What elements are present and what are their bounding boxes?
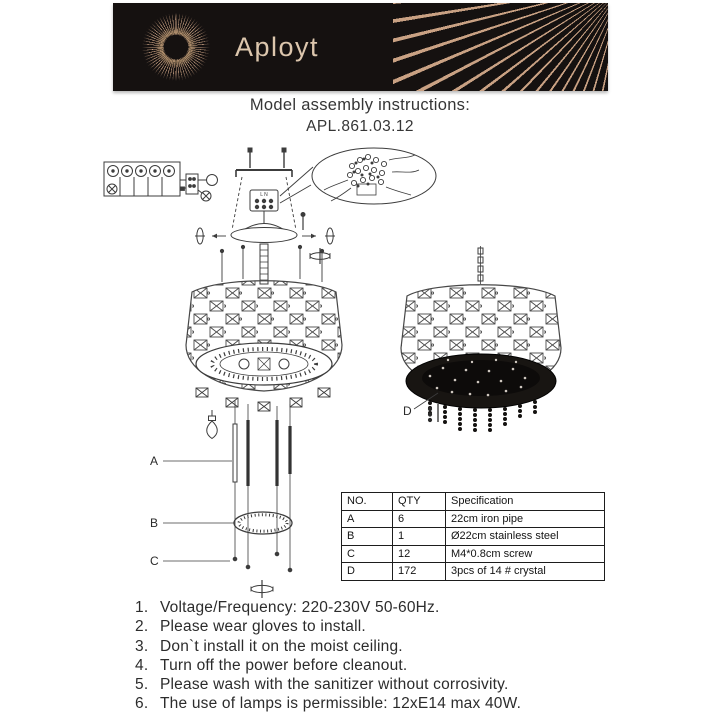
list-item bbox=[135, 656, 521, 675]
steel-ring bbox=[234, 512, 292, 534]
part-label-b: B bbox=[150, 516, 159, 530]
wire-detail-bubble bbox=[280, 148, 436, 204]
starburst-icon bbox=[141, 12, 211, 82]
list-item bbox=[135, 675, 521, 694]
wing-screw-icon-bottom bbox=[251, 580, 273, 598]
item-text: Don`t install it on the moist ceiling. bbox=[160, 637, 403, 655]
table-row bbox=[342, 510, 605, 528]
cell-no: B bbox=[342, 528, 393, 546]
cell-qty: 172 bbox=[393, 563, 446, 581]
item-number: 1. bbox=[135, 599, 149, 616]
col-header-no: NO. bbox=[342, 493, 393, 511]
chandelier-assembled-view bbox=[401, 246, 561, 432]
cell-no: A bbox=[342, 510, 393, 528]
cell-spec: 22cm iron pipe bbox=[446, 510, 605, 528]
part-label-a: A bbox=[150, 454, 159, 468]
list-item bbox=[135, 637, 521, 656]
terminal-label: L N bbox=[260, 192, 268, 198]
table-header-row bbox=[342, 493, 605, 511]
col-header-qty: QTY bbox=[393, 493, 446, 511]
cell-no: D bbox=[342, 563, 393, 581]
brand-banner bbox=[113, 3, 608, 91]
cell-spec: 3pcs of 14 # crystal bbox=[446, 563, 605, 581]
part-label-c: C bbox=[150, 554, 159, 568]
cell-qty: 1 bbox=[393, 528, 446, 546]
item-text: The use of lamps is permissible: 12xE14 max 40W. bbox=[160, 695, 522, 713]
page-title: Model assembly instructions: bbox=[249, 96, 471, 114]
item-text: Turn off the power before cleanout. bbox=[160, 656, 408, 674]
item-text: Voltage/Frequency: 220-230V 50-60Hz. bbox=[160, 599, 440, 616]
title-block bbox=[0, 96, 720, 136]
bulb-icon bbox=[207, 410, 218, 439]
item-number: 4. bbox=[135, 656, 149, 674]
rays-decoration-icon bbox=[393, 3, 608, 91]
item-text: Please wash with the sanitizer without corrosivity. bbox=[160, 676, 509, 694]
cell-no: C bbox=[342, 545, 393, 563]
table-row bbox=[342, 545, 605, 563]
list-item bbox=[135, 617, 521, 636]
cell-spec: M4*0.8cm screw bbox=[446, 545, 605, 563]
cell-spec: Ø22cm stainless steel bbox=[446, 528, 605, 546]
item-number: 6. bbox=[135, 695, 149, 713]
table-row bbox=[342, 563, 605, 581]
brand-name: Aployt bbox=[235, 31, 320, 62]
wiring-diagram bbox=[104, 162, 218, 201]
list-item bbox=[135, 598, 521, 617]
cell-qty: 12 bbox=[393, 545, 446, 563]
col-header-spec: Specification bbox=[446, 493, 605, 511]
hanging-rods bbox=[233, 400, 292, 572]
item-number: 2. bbox=[135, 618, 149, 636]
list-item bbox=[135, 694, 521, 713]
chandelier-exploded-view bbox=[150, 213, 342, 599]
model-number: APL.861.03.12 bbox=[306, 118, 414, 135]
item-number: 3. bbox=[135, 637, 149, 655]
cell-qty: 6 bbox=[393, 510, 446, 528]
instruction-list bbox=[135, 598, 521, 714]
item-text: Please wear gloves to install. bbox=[160, 618, 366, 636]
item-number: 5. bbox=[135, 676, 149, 694]
parts-table bbox=[341, 492, 605, 581]
part-label-d: D bbox=[403, 404, 412, 418]
table-row bbox=[342, 528, 605, 546]
